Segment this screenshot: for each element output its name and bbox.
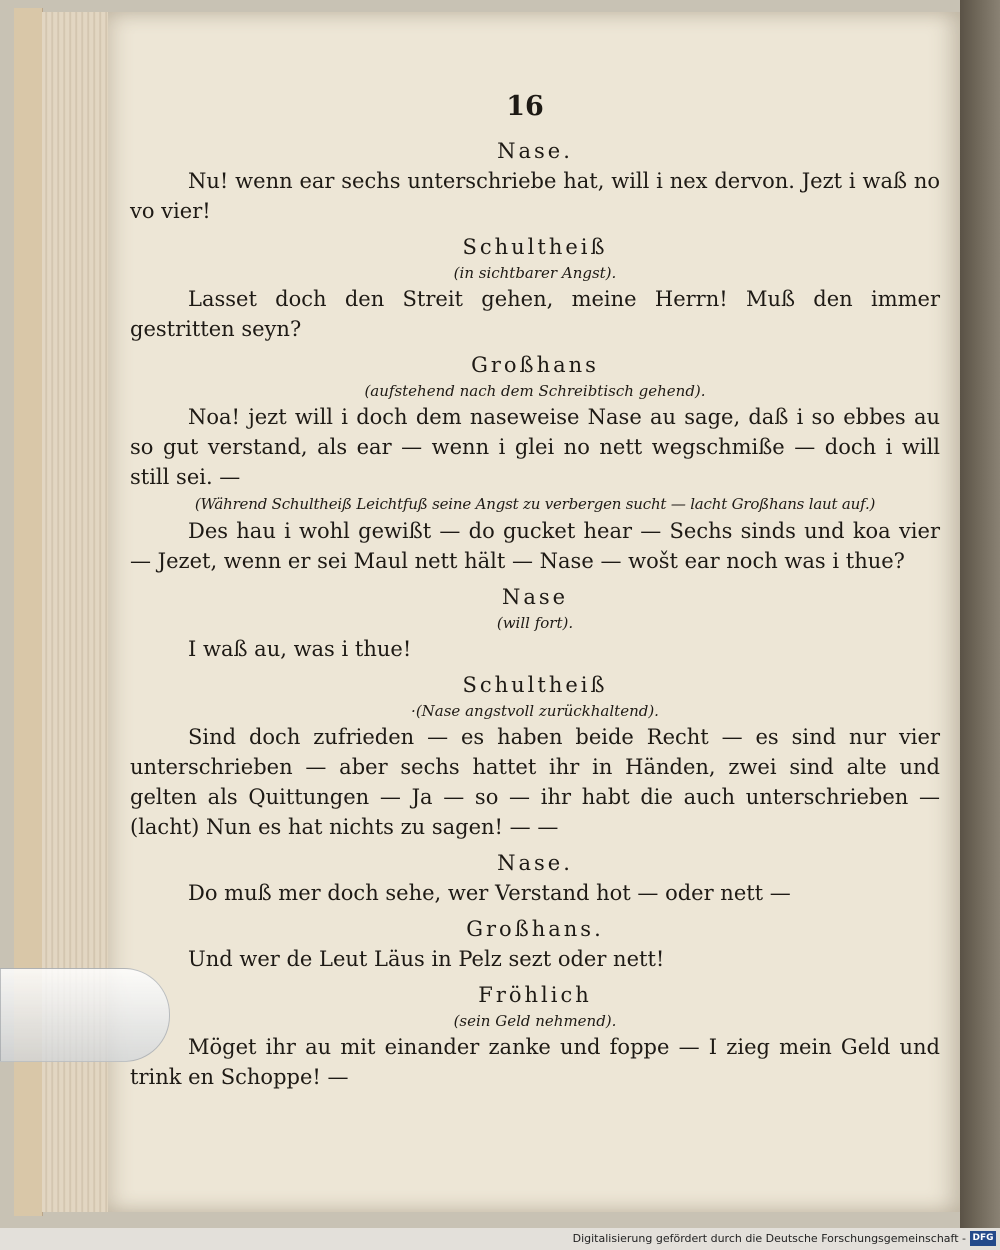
- stage-direction: (Während Schultheiß Leichtfuß seine Angst zu verbergen sucht — lacht Großhans laut auf.): [194, 495, 876, 513]
- dialogue-paragraph: Noa! jezt will i doch dem naseweise Nase au sage, daß i so ebbes au so gut verstand, als ear — wenn i glei no nett wegschmiße — doch i will still sei. —: [130, 405, 940, 489]
- speaker-name: Nase.: [497, 139, 573, 163]
- speaker-name: Schultheiß: [462, 673, 608, 697]
- speaker-name: Großhans: [471, 353, 599, 377]
- dialogue-paragraph: Do muß mer doch sehe, wer Verstand hot — oder nett —: [188, 881, 791, 905]
- stage-direction: (sein Geld nehmend).: [453, 1012, 617, 1030]
- footer-credit: Digitalisierung gefördert durch die Deutsche Forschungsgemeinschaft -: [572, 1232, 966, 1245]
- speaker-name: Nase: [501, 585, 569, 609]
- speaker-name: Großhans.: [466, 917, 604, 941]
- dialogue-paragraph: Nu! wenn ear sechs unterschriebe hat, will i nex dervon. Jezt i waß no vo vier!: [130, 169, 940, 223]
- footer-bar: [0, 1228, 1000, 1250]
- page-number: 16: [506, 91, 544, 122]
- dialogue-paragraph: Lasset doch den Streit gehen, meine Herrn! Muß den immer gestritten seyn?: [130, 287, 940, 341]
- stage-direction: (aufstehend nach dem Schreibtisch gehend).: [364, 382, 706, 400]
- speaker-name: Nase.: [497, 851, 573, 875]
- page-text: [130, 92, 940, 1092]
- text-blocks: [130, 136, 940, 1092]
- stage-direction: (will fort).: [496, 614, 574, 632]
- paper-clip: [0, 968, 170, 1062]
- stage-direction: (in sichtbarer Angst).: [453, 264, 617, 282]
- dialogue-paragraph: Sind doch zufrieden — es haben beide Recht — es sind nur vier unterschrieben — aber sechs hattet ihr in Händen, zwei sind alte und gelten als Quittungen — Ja — so — ihr habt die auch unterschrieben — (lacht) Nun es hat nichts zu sagen! — —: [130, 725, 940, 839]
- dialogue-paragraph: Des hau i wohl gewißt — do gucket hear — Sechs sinds und koa vier — Jezet, wenn er sei Maul nett hält — Nase — wošt ear noch was i thue?: [130, 519, 940, 573]
- dialogue-paragraph: Und wer de Leut Läus in Pelz sezt oder nett!: [188, 947, 665, 971]
- dialogue-paragraph: I waß au, was i thue!: [188, 637, 412, 661]
- dialogue-paragraph: Möget ihr au mit einander zanke und foppe — I zieg mein Geld und trink en Schoppe! —: [130, 1035, 940, 1089]
- speaker-name: Fröhlich: [478, 983, 592, 1007]
- dfg-logo[interactable]: DFG: [970, 1231, 996, 1246]
- book-gutter: [960, 0, 1000, 1228]
- speaker-name: Schultheiß: [462, 235, 608, 259]
- stage-direction: ·(Nase angstvoll zurückhaltend).: [411, 702, 659, 720]
